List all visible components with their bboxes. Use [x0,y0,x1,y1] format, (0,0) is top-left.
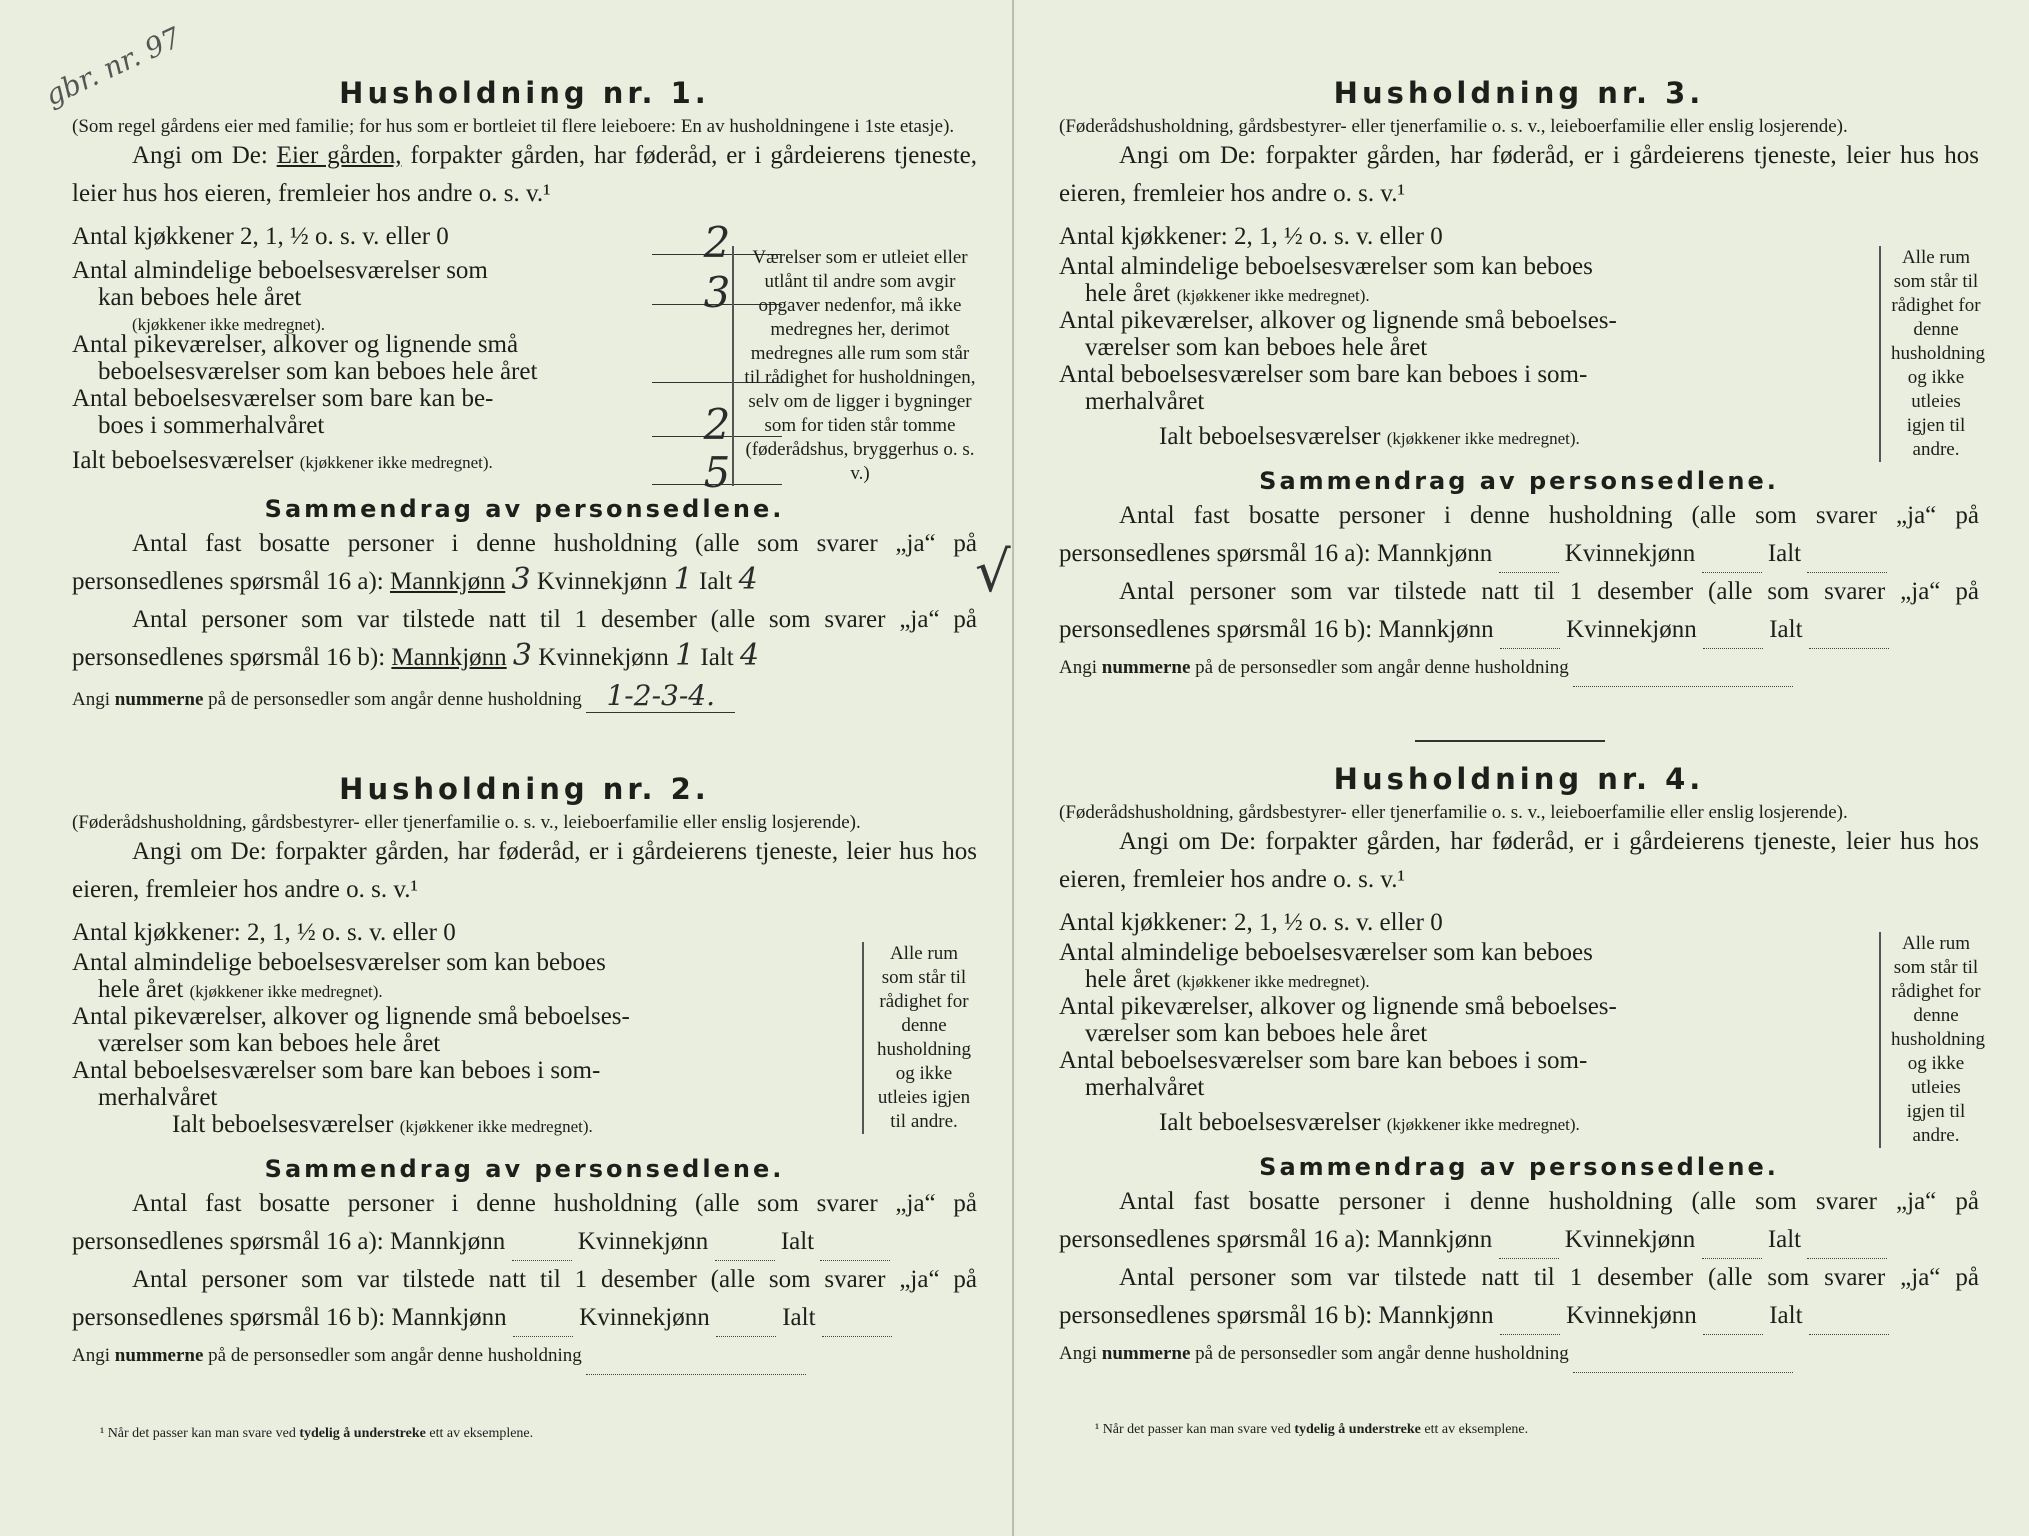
occupancy-prefix: Angi om De: [132,142,268,169]
num-label-bold: nummerne [114,1345,204,1366]
household-4-rooms [1059,909,1839,1145]
present-total-field [1809,648,1889,649]
footnote [1095,1422,1528,1438]
section-divider [1415,740,1605,742]
kitchens-row [72,218,782,267]
kitchens-row [1059,223,1839,253]
household-4 [1059,762,1985,1373]
small-rooms-row [1059,993,1839,1047]
small-rooms-label-2: værelser som kan beboes hele året [1085,334,1428,361]
household-2-title: Husholdning nr. 2. [339,772,710,806]
summer-rooms-row [1059,1047,1839,1109]
ordinary-rooms-row [72,257,782,334]
total-label: Ialt [782,1304,816,1331]
household-1-summary-title: Sammendrag av personsedlene. [264,495,785,523]
household-1-title: Husholdning nr. 1. [339,76,710,110]
summer-rooms-row [72,385,782,449]
female-label: Kvinnekjønn [1564,1226,1696,1253]
total-rooms-note: (kjøkkener ikke medregnet). [299,453,493,472]
num-label-bold: nummerne [114,689,204,710]
ordinary-rooms-note: (kjøkkener ikke medregnet). [1176,286,1370,305]
summer-rooms-label: Antal beboelsesværelser som bare kan beboes i som- [1059,1047,1588,1074]
female-label: Kvinnekjønn [579,1304,710,1331]
household-2-note: (Føderådshusholdning, gårdsbestyrer- eller tjenerfamilie o. s. v., leieboerfamilie eller enslig losjerende). [72,812,861,833]
present-total-value: 4 [739,638,760,673]
total-rooms-row [72,1111,712,1147]
num-label: Angi [72,689,110,710]
household-2-rooms [72,919,712,1147]
resident-male-value: 3 [511,562,531,597]
slip-numbers-value: 1-2-3-4. [586,679,735,713]
small-rooms-row [72,1003,712,1057]
summer-rooms-row [1059,361,1839,423]
footnote-bold: tydelig å understreke [299,1426,426,1441]
occupancy-options: forpakter gården, har føderåd, er i gårdeierens tjeneste, leier hus hos eieren, fremleier hos andre o. s. v.¹ [72,142,978,207]
ordinary-rooms-label-2: hele året [1085,966,1171,993]
female-label: Kvinnekjønn [1566,616,1697,643]
ordinary-rooms-label: Antal almindelige beboelsesværelser som kan beboes [1059,253,1593,280]
footnote-text: ¹ Når det passer kan man svare ved [100,1426,296,1441]
small-rooms-row [1059,307,1839,361]
total-rooms-row [1059,1109,1839,1145]
household-3-note: (Føderådshusholdning, gårdsbestyrer- eller tjenerfamilie o. s. v., leieboerfamilie eller enslig losjerende). [1059,116,1848,137]
kitchens-label: Antal kjøkkener: 2, 1, ½ o. s. v. eller 0 [72,919,456,946]
total-rooms-note: (kjøkkener ikke medregnet). [1386,1115,1580,1134]
total-rooms-label: Ialt beboelsesværelser [72,447,294,474]
footnote-text: ¹ Når det passer kan man svare ved [1095,1422,1291,1437]
male-label: Mannkjønn [391,644,507,671]
num-label-rest: på de personsedler som angår denne husholdning [208,1345,582,1366]
total-rooms-row [1059,423,1839,459]
household-2-occupancy: Angi om De: forpakter gården, har føderåd, er i gårdeierens tjeneste, leier hus hos eieren, fremleier hos andre o. s. v.¹ [72,838,977,903]
male-label: Mannkjønn [1376,540,1493,567]
right-page [1015,0,2029,1536]
total-rooms-label: Ialt beboelsesværelser [1159,1109,1381,1136]
female-label: Kvinnekjønn [536,568,668,595]
household-4-side-note: Alle rum som står til rådighet for denne husholdning og ikke utleies igjen til andre. [1879,932,1981,1148]
ordinary-rooms-label-2: kan beboes hele året [98,284,302,311]
male-label: Mannkjønn [1378,1302,1494,1329]
ordinary-rooms-note: (kjøkkener ikke medregnet). [132,315,326,334]
household-2-slip-numbers [72,1337,977,1375]
summer-rooms-label-2: merhalvåret [1085,1074,1205,1101]
household-3 [1059,76,1985,687]
summer-rooms-row [72,1057,712,1111]
margin-annotation: gbr. nr. 97 [39,20,186,113]
household-4-present-count [1059,1259,1979,1335]
kitchens-value: 2 [652,228,782,255]
resident-question: Antal fast bosatte personer i denne husholdning (alle som svarer „ja“ på personsedlenes spørsmål 16 a): [72,530,977,595]
ordinary-rooms-label-2: hele året [98,976,184,1003]
present-question: Antal personer som var tilstede natt til 1 desember (alle som svarer „ja“ på personsedlenes spørsmål 16 b): [1059,1264,1979,1329]
ordinary-rooms-label: Antal almindelige beboelsesværelser som [72,257,488,284]
resident-female-value: 1 [673,562,693,597]
total-rooms-label: Ialt beboelsesværelser [1159,423,1381,450]
total-rooms-row [72,447,782,497]
household-3-slip-numbers [1059,649,1979,687]
resident-question: Antal fast bosatte personer i denne husholdning (alle som svarer „ja“ på personsedlenes spørsmål 16 a): [72,1190,977,1255]
female-label: Kvinnekjønn [1564,540,1696,567]
kitchens-row [1059,909,1839,939]
small-rooms-label: Antal pikeværelser, alkover og lignende små [72,331,519,358]
summer-rooms-label: Antal beboelsesværelser som bare kan beboes i som- [1059,361,1588,388]
footnote-text-end: ett av eksemplene. [1424,1422,1529,1437]
num-label-bold: nummerne [1101,1343,1191,1364]
num-label-rest: på de personsedler som angår denne husholdning [1195,657,1569,678]
small-rooms-row [72,331,782,385]
household-4-slip-numbers [1059,1335,1979,1373]
total-label: Ialt [1769,616,1803,643]
household-2-side-note: Alle rum som står til rådighet for denne husholdning og ikke utleies igjen til andre. [862,942,974,1134]
female-label: Kvinnekjønn [577,1228,709,1255]
resident-total-value: 4 [738,562,758,597]
household-1-occupancy [72,137,977,213]
male-label: Mannkjønn [391,1304,507,1331]
summer-rooms-label: Antal beboelsesværelser som bare kan be- [72,385,494,412]
total-rooms-note: (kjøkkener ikke medregnet). [399,1117,593,1136]
total-label: Ialt [699,568,733,595]
present-total-field [822,1336,892,1337]
present-male-value: 3 [512,638,533,673]
ordinary-rooms-label: Antal almindelige beboelsesværelser som kan beboes [1059,939,1593,966]
slip-numbers-field [586,1374,806,1375]
female-label: Kvinnekjønn [1566,1302,1697,1329]
ordinary-rooms-note: (kjøkkener ikke medregnet). [1176,972,1370,991]
num-label: Angi [1059,657,1097,678]
summer-rooms-label-2: merhalvåret [1085,388,1205,415]
num-label: Angi [1059,1343,1097,1364]
kitchens-row [72,919,712,949]
household-1-slip-numbers [72,681,977,719]
small-rooms-label-2: værelser som kan beboes hele året [98,1030,441,1057]
total-rooms-note: (kjøkkener ikke medregnet). [1386,429,1580,448]
household-3-side-note: Alle rum som står til rådighet for denne husholdning og ikke utleies igjen til andre. [1879,246,1981,462]
num-label-bold: nummerne [1101,657,1191,678]
num-label-rest: på de personsedler som angår denne husholdning [1195,1343,1569,1364]
total-label: Ialt [1767,540,1802,567]
male-label: Mannkjønn [389,568,506,595]
total-label: Ialt [700,644,734,671]
household-1-note: (Som regel gårdens eier med familie; for hus som er bortleiet til flere leieboere: En av husholdningene i 1ste etasje). [72,116,955,137]
household-1-rooms [72,218,782,497]
male-label: Mannkjønn [1376,1226,1493,1253]
ordinary-rooms-row [1059,939,1839,993]
check-mark-icon: √ [975,540,1011,605]
summer-rooms-label-2: merhalvåret [98,1084,218,1111]
small-rooms-label: Antal pikeværelser, alkover og lignende små beboelses- [1059,307,1617,334]
total-label: Ialt [780,1228,815,1255]
resident-question: Antal fast bosatte personer i denne husholdning (alle som svarer „ja“ på personsedlenes spørsmål 16 a): [1059,1188,1979,1253]
slip-numbers-field [1573,686,1793,687]
household-1-resident-count [72,525,977,601]
present-female-value: 1 [675,638,695,673]
household-4-resident-count [1059,1183,1979,1259]
summer-rooms-value: 2 [652,410,782,437]
ordinary-rooms-label: Antal almindelige beboelsesværelser som kan beboes [72,949,606,976]
present-question: Antal personer som var tilstede natt til 1 desember (alle som svarer „ja“ på personsedlenes spørsmål 16 b): [72,606,977,671]
household-3-resident-count [1059,497,1979,573]
household-3-rooms [1059,223,1839,459]
total-label: Ialt [1767,1226,1802,1253]
household-1 [72,76,977,719]
footnote [100,1426,533,1442]
small-rooms-label-2: værelser som kan beboes hele året [1085,1020,1428,1047]
female-label: Kvinnekjønn [538,644,669,671]
slip-numbers-field [1573,1372,1793,1373]
left-page [0,0,1014,1536]
kitchens-label: Antal kjøkkener: 2, 1, ½ o. s. v. eller 0 [1059,909,1443,936]
household-2 [72,772,977,1375]
household-2-summary-title: Sammendrag av personsedlene. [264,1155,785,1183]
household-3-title: Husholdning nr. 3. [1333,76,1705,110]
household-4-title: Husholdning nr. 4. [1333,762,1705,796]
male-label: Mannkjønn [389,1228,506,1255]
household-1-side-note: Værelser som er utleiet eller utlånt til andre som avgir opgaver nedenfor, må ikke medregnes her, derimot medregnes alle rum som står til rådighet for husholdningen, selv om de ligger i bygninger som for tiden står tomme (føderådshus, bryggerhus o. s. v.) [732,246,976,486]
ordinary-rooms-row [1059,253,1839,307]
household-2-resident-count [72,1185,977,1261]
present-total-field [1809,1334,1889,1335]
kitchens-label: Antal kjøkkener: 2, 1, ½ o. s. v. eller 0 [1059,223,1443,250]
household-3-summary-title: Sammendrag av personsedlene. [1259,467,1779,495]
resident-question: Antal fast bosatte personer i denne husholdning (alle som svarer „ja“ på personsedlenes spørsmål 16 a): [1059,502,1979,567]
ordinary-rooms-note: (kjøkkener ikke medregnet). [189,982,383,1001]
kitchens-label: Antal kjøkkener 2, 1, ½ o. s. v. eller 0 [72,223,449,250]
household-3-occupancy: Angi om De: forpakter gården, har føderåd, er i gårdeierens tjeneste, leier hus hos eieren, fremleier hos andre o. s. v.¹ [1059,142,1979,207]
small-rooms-label-2: beboelsesværelser som kan beboes hele året [98,358,538,385]
present-question: Antal personer som var tilstede natt til 1 desember (alle som svarer „ja“ på personsedlenes spørsmål 16 b): [1059,578,1979,643]
household-1-present-count [72,601,977,677]
household-3-present-count [1059,573,1979,649]
household-2-present-count [72,1261,977,1337]
total-rooms-label: Ialt beboelsesværelser [172,1111,394,1138]
num-label-rest: på de personsedler som angår denne husholdning [208,689,582,710]
male-label: Mannkjønn [1378,616,1494,643]
summer-rooms-label: Antal beboelsesværelser som bare kan beboes i som- [72,1057,601,1084]
present-question: Antal personer som var tilstede natt til 1 desember (alle som svarer „ja“ på personsedlenes spørsmål 16 b): [72,1266,977,1331]
summer-rooms-label-2: boes i sommerhalvåret [98,412,325,439]
footnote-bold: tydelig å understreke [1294,1422,1421,1437]
ordinary-rooms-row [72,949,712,1003]
small-rooms-label: Antal pikeværelser, alkover og lignende små beboelses- [1059,993,1617,1020]
total-label: Ialt [1769,1302,1803,1329]
household-4-occupancy: Angi om De: forpakter gården, har føderåd, er i gårdeierens tjeneste, leier hus hos eieren, fremleier hos andre o. s. v.¹ [1059,828,1979,893]
ordinary-rooms-label-2: hele året [1085,280,1171,307]
small-rooms-label: Antal pikeværelser, alkover og lignende små beboelses- [72,1003,630,1030]
footnote-text-end: ett av eksemplene. [429,1426,534,1441]
total-rooms-value: 5 [652,458,782,485]
household-4-note: (Føderådshusholdning, gårdsbestyrer- eller tjenerfamilie o. s. v., leieboerfamilie eller enslig losjerende). [1059,802,1848,823]
occupancy-answer: Eier gården, [276,142,402,169]
ordinary-rooms-value: 3 [652,278,782,305]
num-label: Angi [72,1345,110,1366]
household-4-summary-title: Sammendrag av personsedlene. [1259,1153,1779,1181]
